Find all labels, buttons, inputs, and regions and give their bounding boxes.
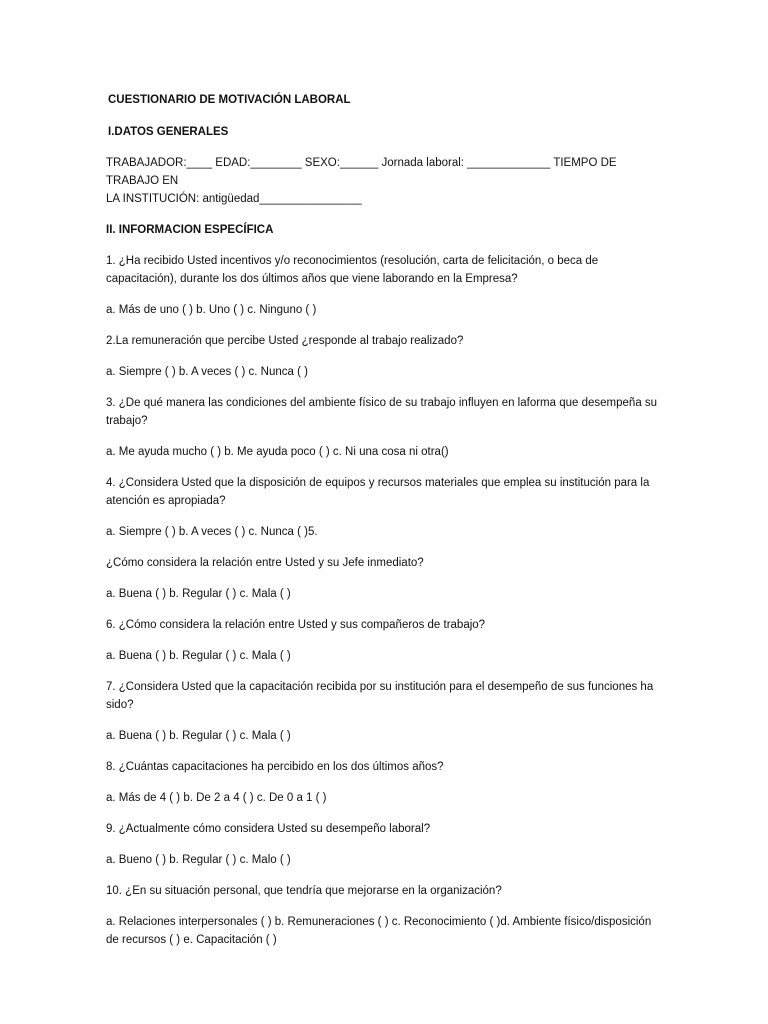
question-1: [106, 252, 666, 288]
question-4: [106, 474, 666, 510]
answer-5: a. Buena ( ) b. Regular ( ) c. Mala ( ): [106, 588, 291, 600]
general-data-block: [106, 154, 666, 208]
question-1-line-2: capacitación), durante los dos últimos años que viene laborando en la Empresa?: [106, 273, 518, 285]
question-2: 2.La remuneración que percibe Usted ¿responde al trabajo realizado?: [106, 335, 464, 347]
answer-8: a. Más de 4 ( ) b. De 2 a 4 ( ) c. De 0 a 1 ( ): [106, 792, 327, 804]
answer-9: a. Bueno ( ) b. Regular ( ) c. Malo ( ): [106, 854, 291, 866]
answer-6: a. Buena ( ) b. Regular ( ) c. Mala ( ): [106, 650, 291, 662]
document-page: [106, 83, 666, 949]
general-data-line-2: LA INSTITUCIÓN: antigüedad________________: [106, 193, 362, 205]
answer-1: a. Más de uno ( ) b. Uno ( ) c. Ninguno ( ): [106, 304, 317, 316]
answer-7: a. Buena ( ) b. Regular ( ) c. Mala ( ): [106, 730, 291, 742]
question-9: 9. ¿Actualmente cómo considera Usted su desempeño laboral?: [106, 823, 431, 835]
general-data-line-1: TRABAJADOR:____ EDAD:________ SEXO:______ Jornada laboral: _____________ TIEMPO DE TRABAJO EN: [106, 157, 617, 187]
question-10: 10. ¿En su situación personal, que tendría que mejorarse en la organización?: [106, 885, 502, 897]
question-8: 8. ¿Cuántas capacitaciones ha percibido en los dos últimos años?: [106, 761, 444, 773]
question-3-line-2: trabajo?: [106, 415, 148, 427]
answer-10-line-2: de recursos ( ) e. Capacitación ( ): [106, 934, 277, 946]
section-2-heading: II. INFORMACION ESPECÍFICA: [106, 224, 274, 236]
document-title: CUESTIONARIO DE MOTIVACIÓN LABORAL: [108, 94, 351, 106]
question-5: ¿Cómo considera la relación entre Usted y su Jefe inmediato?: [106, 557, 424, 569]
section-1-heading: I.DATOS GENERALES: [108, 126, 229, 138]
question-7-line-2: sido?: [106, 699, 134, 711]
answer-2: a. Siempre ( ) b. A veces ( ) c. Nunca ( ): [106, 366, 308, 378]
question-1-line-1: 1. ¿Ha recibido Usted incentivos y/o reconocimientos (resolución, carta de felicitación, o beca de: [106, 255, 599, 267]
answer-10: [106, 913, 666, 949]
question-6: 6. ¿Cómo considera la relación entre Usted y sus compañeros de trabajo?: [106, 619, 486, 631]
question-4-line-2: atención es apropiada?: [106, 495, 226, 507]
question-7-line-1: 7. ¿Considera Usted que la capacitación recibida por su institución para el desempeño de sus funciones ha: [106, 681, 654, 693]
question-3: [106, 394, 666, 430]
question-4-line-1: 4. ¿Considera Usted que la disposición de equipos y recursos materiales que emplea su institución para la: [106, 477, 650, 489]
question-3-line-1: 3. ¿De qué manera las condiciones del ambiente físico de su trabajo influyen en laforma que desempeña su: [106, 397, 658, 409]
answer-3: a. Me ayuda mucho ( ) b. Me ayuda poco ( ) c. Ni una cosa ni otra(): [106, 446, 449, 458]
answer-10-line-1: a. Relaciones interpersonales ( ) b. Remuneraciones ( ) c. Reconocimiento ( )d. Ambiente físico/disposición: [106, 916, 652, 928]
question-7: [106, 678, 666, 714]
answer-4: a. Siempre ( ) b. A veces ( ) c. Nunca ( )5.: [106, 526, 318, 538]
